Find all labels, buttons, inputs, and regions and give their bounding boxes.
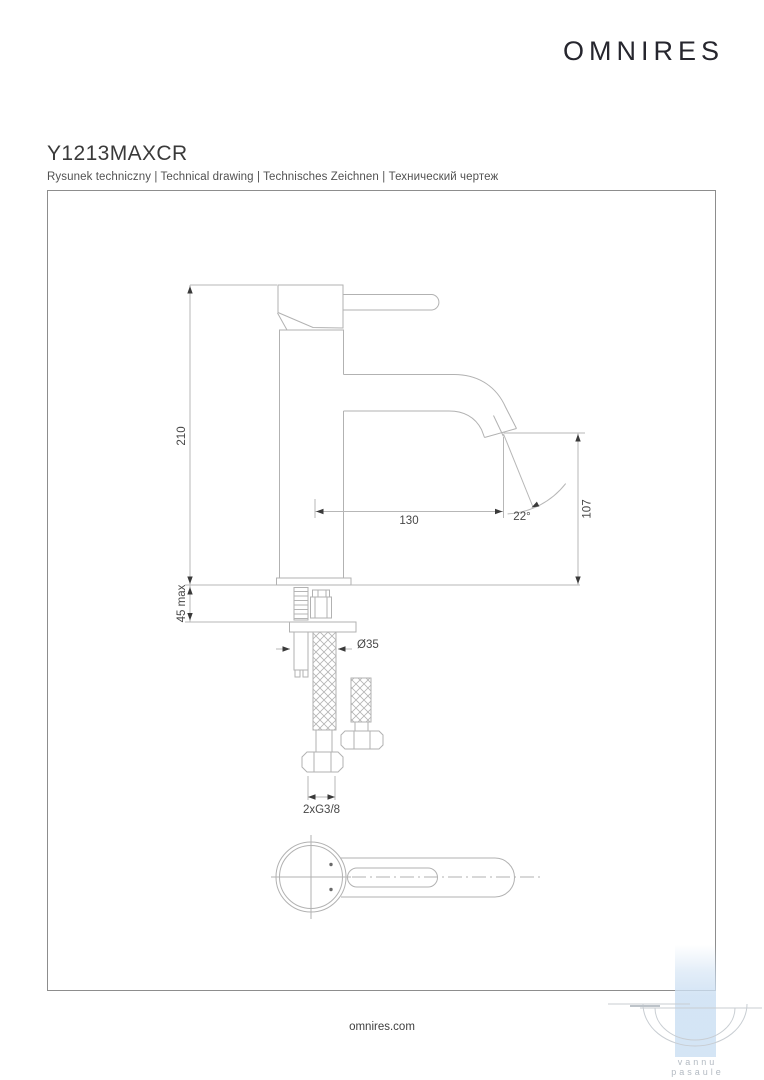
angle-22-arc xyxy=(508,484,566,514)
mounting-nut-cap-ticks xyxy=(318,590,326,597)
handle-top-view xyxy=(271,835,543,919)
spout-outer xyxy=(344,375,517,429)
dimension-lines xyxy=(185,285,585,800)
hose-right-hex-nut xyxy=(341,731,383,749)
dim-label-22deg: 22° xyxy=(513,511,531,523)
spout-inner xyxy=(344,411,485,438)
hose-left-hex-nut xyxy=(302,752,343,772)
handle-cap xyxy=(278,285,343,328)
mounting-nut-facets xyxy=(315,597,327,618)
watermark-sink-icon xyxy=(600,975,764,1055)
lever-arm xyxy=(343,295,439,311)
brand-logo: OMNIRES xyxy=(562,36,724,66)
title-block xyxy=(47,142,498,183)
stud-prong-left xyxy=(295,670,300,677)
watermark-text xyxy=(655,1057,740,1077)
watermark-sink-bowl-inner xyxy=(655,1008,735,1040)
body-outline xyxy=(279,330,344,578)
dim-label-130: 130 xyxy=(399,515,419,527)
drawing-subtitle: Rysunek techniczny | Technical drawing | Technisches Zeichnen | Технический чертеж xyxy=(47,171,499,183)
product-code: Y1213MAXCR xyxy=(47,142,188,165)
hose-left-ferrule xyxy=(316,730,332,752)
watermark-line2: pasaule xyxy=(671,1067,724,1077)
dimension-arrows xyxy=(187,286,580,800)
base-flange xyxy=(277,578,352,585)
dim-label-210: 210 xyxy=(176,426,188,446)
faucet-side-view xyxy=(277,285,517,585)
dim-label-2xg38: 2xG3/8 xyxy=(302,804,341,816)
mounting-nut-body xyxy=(311,597,332,618)
dim-label-45max: 45 max xyxy=(176,584,188,623)
threaded-rod xyxy=(294,588,308,621)
handle-dot-top xyxy=(329,863,332,866)
hose-left-braid xyxy=(313,632,336,730)
footer-website: omnires.com xyxy=(349,1021,415,1033)
hose-right-ferrule xyxy=(355,722,368,731)
watermark-line1: vannu xyxy=(677,1057,718,1067)
mounting-hardware xyxy=(290,588,384,773)
washer-plate xyxy=(290,622,357,632)
stud-prong-right xyxy=(303,670,308,677)
dimension-labels xyxy=(176,426,594,816)
hose-right-braid xyxy=(351,678,371,722)
dim-label-d35: Ø35 xyxy=(357,639,379,651)
mounting-nut-cap xyxy=(313,590,330,597)
angle-22-ray xyxy=(504,434,534,507)
dim-label-107: 107 xyxy=(581,499,594,519)
handle-dot-bottom xyxy=(329,888,332,891)
fixing-stud xyxy=(294,632,308,670)
technical-drawing xyxy=(47,190,716,991)
